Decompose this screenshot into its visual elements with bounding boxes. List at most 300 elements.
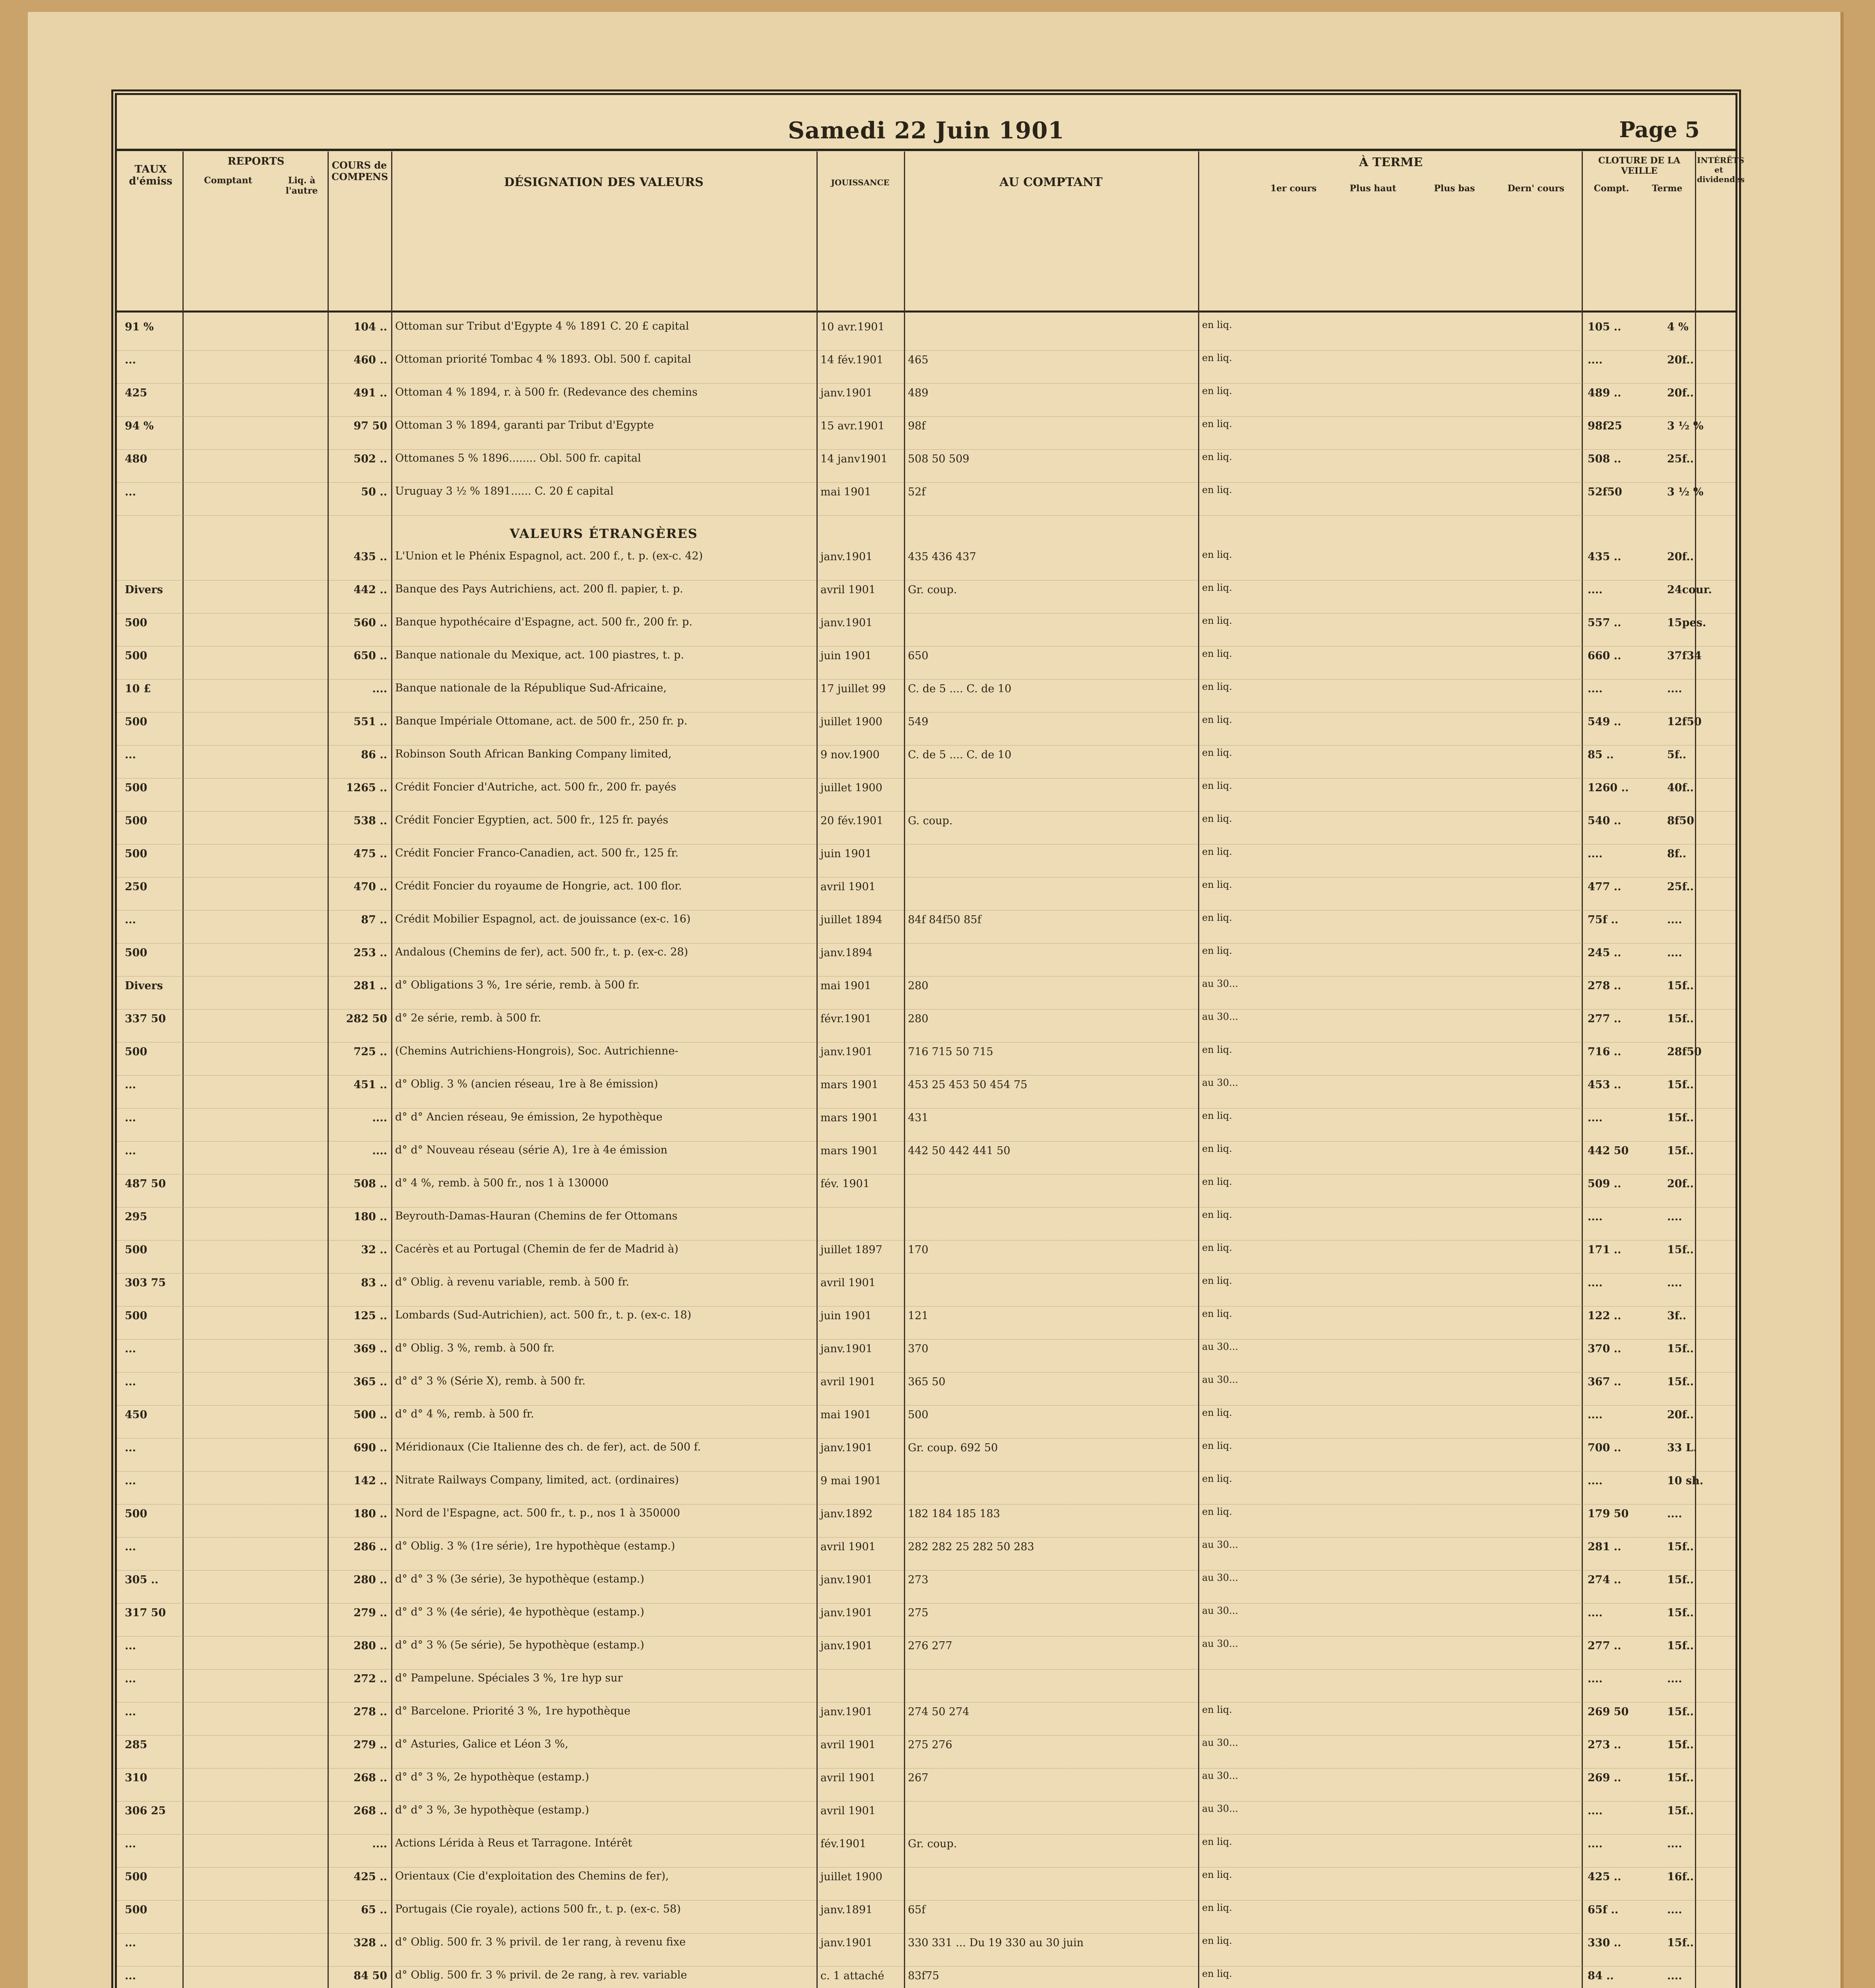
cell-ctl: .... [1588,1673,1603,1685]
cell-jouis: c. 1 attaché [820,1970,884,1982]
cell-taux: 500 [125,1904,147,1916]
cell-compt: 500 [908,1409,929,1421]
col-plus-haut: Plus haut [1350,183,1396,194]
cell-int: .... [1667,1838,1682,1850]
cell-desig: Ottoman 3 % 1894, garanti par Tribut d'Egypte [395,419,654,431]
cell-int: 20f.. [1667,354,1694,366]
cell-jouis: 14 janv1901 [820,453,888,465]
page-header [117,117,1735,151]
cell-terme: en liq. [1202,1143,1232,1154]
cell-int: 4 % [1667,321,1689,333]
cell-jouis: avril 1901 [820,1277,876,1289]
cell-cours: 328 .. [353,1937,387,1949]
cell-jouis: fév. 1901 [820,1178,870,1190]
cell-taux: 500 [125,1244,147,1256]
cell-int: .... [1667,683,1682,695]
cell-terme: au 30... [1202,1803,1238,1814]
table-row [117,1901,1735,1934]
cell-terme: en liq. [1202,582,1232,593]
cell-int: 3 ½ % [1667,486,1704,498]
cell-cours: 508 .. [353,1178,387,1190]
cell-jouis: avril 1901 [820,1805,876,1817]
cell-jouis: janv.1901 [820,1640,873,1652]
cell-taux: 500 [125,947,147,959]
cell-compt: C. de 5 .... C. de 10 [908,683,1012,695]
cell-ctl: 98f25 [1588,420,1622,432]
cell-taux: 306 25 [125,1805,166,1817]
cell-desig: Portugais (Cie royale), actions 500 fr., t. p. (ex-c. 58) [395,1903,681,1915]
table-row [117,1142,1735,1175]
cell-taux: ... [125,1145,136,1157]
cell-compt: 650 [908,650,929,662]
cell-terme: en liq. [1202,1044,1232,1055]
col-jouissance: JOUISSANCE [831,178,890,187]
cell-terme: en liq. [1202,1110,1232,1121]
cell-terme: en liq. [1202,1869,1232,1880]
column-headers [117,151,1745,313]
cell-cours: 97 50 [353,420,387,432]
cell-jouis: févr.1901 [820,1013,872,1025]
cell-int: 5f.. [1667,749,1687,761]
cell-cours: 491 .. [353,387,387,399]
table-row [117,1736,1735,1769]
table-row [117,911,1735,944]
table-row [117,318,1735,351]
cell-jouis: avril 1901 [820,1739,876,1751]
table-row [117,1703,1735,1736]
cell-ctl: 370 .. [1588,1343,1621,1355]
cell-desig: d° d° Nouveau réseau (série A), 1re à 4e émission [395,1144,668,1156]
cell-jouis: mars 1901 [820,1079,878,1091]
cell-ctl: 281 .. [1588,1541,1621,1553]
cell-taux: Divers [125,980,163,992]
table-row [117,1505,1735,1538]
cell-cours: .... [372,683,387,695]
cell-jouis: juin 1901 [820,1310,872,1322]
cell-terme: en liq. [1202,1209,1232,1220]
cell-taux: 500 [125,617,147,629]
cell-ctl: 85 .. [1588,749,1614,761]
cell-cours: 475 .. [353,848,387,860]
cell-compt: 465 [908,354,929,366]
cell-desig: Méridionaux (Cie Italienne des ch. de fer), act. de 500 f. [395,1441,701,1453]
cell-terme: en liq. [1202,1506,1232,1517]
cell-desig: d° d° 3 % (3e série), 3e hypothèque (estamp.) [395,1573,644,1585]
cell-ctl: 84 .. [1588,1970,1614,1982]
cell-ctl: 453 .. [1588,1079,1621,1091]
cell-desig: Crédit Foncier Egyptien, act. 500 fr., 125 fr. payés [395,814,669,826]
col-dern-cours: Dern' cours [1507,183,1565,194]
cell-int: 25f.. [1667,881,1694,893]
cell-int: 15f.. [1667,1244,1694,1256]
cell-jouis: janv.1901 [820,617,873,629]
cell-ctl: 330 .. [1588,1937,1621,1949]
cell-terme: en liq. [1202,1704,1232,1715]
cell-terme: au 30... [1202,1605,1238,1616]
table-row [117,1472,1735,1505]
cell-taux: 500 [125,1046,147,1058]
cell-desig: d° d° 3 % (Série X), remb. à 500 fr. [395,1375,586,1387]
cell-terme: en liq. [1202,615,1232,626]
cell-jouis: 17 juillet 99 [820,683,886,695]
cell-taux: ... [125,1706,136,1718]
cell-compt: 716 715 50 715 [908,1046,993,1058]
cell-int: 15f.. [1667,1145,1694,1157]
cell-taux: 480 [125,453,147,465]
cell-cours: 286 .. [353,1541,387,1553]
cell-taux: ... [125,1640,136,1652]
cell-compt: 182 184 185 183 [908,1508,1000,1520]
cell-cours: 365 .. [353,1376,387,1388]
cell-terme: en liq. [1202,1473,1232,1484]
cell-jouis: janv.1892 [820,1508,873,1520]
cell-jouis: juin 1901 [820,650,872,662]
cell-desig: L'Union et le Phénix Espagnol, act. 200 f., t. p. (ex-c. 42) [395,550,703,562]
cell-cours: .... [372,1145,387,1157]
cell-compt: 121 [908,1310,929,1322]
cell-jouis: 9 nov.1900 [820,749,880,761]
cell-desig: d° Oblig. 500 fr. 3 % privil. de 2e rang, à rev. variable [395,1969,687,1981]
cell-cours: 32 .. [361,1244,387,1256]
cell-jouis: janv.1901 [820,1937,873,1949]
cell-taux: ... [125,1475,136,1487]
cell-cours: 50 .. [361,486,387,498]
cell-int: .... [1667,1211,1682,1223]
cell-int: 12f50 [1667,716,1702,728]
cell-jouis: janv.1901 [820,1343,873,1355]
cell-jouis: janv.1901 [820,1607,873,1619]
table-row [117,1769,1735,1802]
col-comptant: Comptant [204,175,252,186]
cell-ctl: .... [1588,1838,1603,1850]
table-row [117,1175,1735,1208]
cell-compt: G. coup. [908,815,953,827]
table-row [117,1868,1735,1901]
cell-terme: au 30... [1202,1737,1238,1748]
cell-ctl: 245 .. [1588,947,1621,959]
cell-cours: 279 .. [353,1607,387,1619]
cell-ctl: .... [1588,354,1603,366]
cell-jouis: janv.1891 [820,1904,873,1916]
cell-jouis: mars 1901 [820,1145,878,1157]
cell-desig: Banque hypothécaire d'Espagne, act. 500 fr., 200 fr. p. [395,616,692,628]
cell-cours: 104 .. [353,321,387,333]
cell-desig: d° d° 3 %, 2e hypothèque (estamp.) [395,1771,589,1783]
rows-container [117,318,1735,1988]
cell-taux: 94 % [125,420,154,432]
cell-terme: au 30... [1202,1572,1238,1583]
cell-cours: 560 .. [353,617,387,629]
table-row [117,1241,1735,1274]
cell-desig: d° Oblig. 3 % (ancien réseau, 1re à 8e émission) [395,1078,658,1090]
cell-desig: d° d° 3 %, 3e hypothèque (estamp.) [395,1804,589,1816]
cell-cours: 83 .. [361,1277,387,1289]
cell-taux: ... [125,1838,136,1850]
cell-jouis: mai 1901 [820,980,871,992]
cell-ctl: .... [1588,848,1603,860]
cell-ctl: 549 .. [1588,716,1621,728]
cell-ctl: 1260 .. [1588,782,1629,794]
cell-terme: au 30... [1202,978,1238,989]
cell-cours: 650 .. [353,650,387,662]
cell-jouis: janv.1901 [820,1574,873,1586]
cell-compt: 274 50 274 [908,1706,969,1718]
cell-compt: 170 [908,1244,929,1256]
table-row [117,483,1735,516]
cell-ctl: .... [1588,1607,1603,1619]
table-row [117,1406,1735,1439]
cell-compt: 370 [908,1343,929,1355]
cell-terme: en liq. [1202,714,1232,725]
cell-taux: 285 [125,1739,147,1751]
cell-int: 37f34 [1667,650,1702,662]
cell-taux: ... [125,1343,136,1355]
col-plus-bas: Plus bas [1434,183,1475,194]
cell-terme: en liq. [1202,1968,1232,1979]
col-cloture-compt: Compt. [1594,183,1629,194]
cell-cours: 435 .. [353,551,387,563]
col-taux: TAUX d'émiss [129,163,173,187]
cell-desig: Crédit Mobilier Espagnol, act. de jouissance (ex-c. 16) [395,913,691,925]
cell-terme: en liq. [1202,352,1232,363]
cell-ctl: .... [1588,1112,1603,1124]
table-row [117,547,1735,580]
cell-cours: 502 .. [353,453,387,465]
cell-cours: 470 .. [353,881,387,893]
cell-compt: 65f [908,1904,926,1916]
cell-jouis: fév.1901 [820,1838,867,1850]
cell-int: 15f.. [1667,1112,1694,1124]
cell-int: 8f.. [1667,848,1687,860]
cell-int: 15f.. [1667,1772,1694,1784]
cell-compt: 280 [908,980,929,992]
cell-terme: au 30... [1202,1638,1238,1649]
cell-cours: 369 .. [353,1343,387,1355]
cell-taux: 10 £ [125,683,151,695]
cell-taux: ... [125,1673,136,1685]
cell-taux: 250 [125,881,147,893]
cell-int: 15pes. [1667,617,1706,629]
cell-compt: 275 276 [908,1739,952,1751]
cell-terme: en liq. [1202,846,1232,857]
cell-cours: .... [372,1112,387,1124]
cell-cours: 282 50 [346,1013,387,1025]
cell-int: 15f.. [1667,1607,1694,1619]
cell-jouis: 15 avr.1901 [820,420,885,432]
cell-terme: en liq. [1202,1902,1232,1913]
cell-terme: en liq. [1202,1176,1232,1187]
cell-terme: en liq. [1202,879,1232,890]
cell-jouis: 14 fév.1901 [820,354,884,366]
table-row [117,977,1735,1010]
cell-cours: 253 .. [353,947,387,959]
table-row [117,1109,1735,1142]
cell-terme: au 30... [1202,1770,1238,1781]
cell-cours: 538 .. [353,815,387,827]
col-a-terme: À TERME [1359,155,1423,169]
cell-terme: en liq. [1202,418,1232,429]
cell-cours: 280 .. [353,1640,387,1652]
cell-desig: Actions Lérida à Reus et Tarragone. Intérêt [395,1837,632,1849]
cell-cours: 690 .. [353,1442,387,1454]
cell-desig: d° Oblig. 500 fr. 3 % privil. de 1er rang, à revenu fixe [395,1936,686,1948]
cell-desig: Crédit Foncier du royaume de Hongrie, act. 100 flor. [395,880,682,892]
col-cloture-terme: Terme [1652,183,1683,194]
cell-taux: 500 [125,782,147,794]
col-interets: INTÉRÊTS et dividendes [1697,155,1745,184]
cell-compt: 365 50 [908,1376,946,1388]
table-row [117,1670,1735,1703]
cell-desig: Nord de l'Espagne, act. 500 fr., t. p., nos 1 à 350000 [395,1507,680,1519]
table-row [117,1208,1735,1241]
cell-terme: en liq. [1202,1275,1232,1286]
cell-compt: C. de 5 .... C. de 10 [908,749,1012,761]
cell-cours: 84 50 [353,1970,387,1982]
cell-int: 15f.. [1667,1574,1694,1586]
cell-desig: Beyrouth-Damas-Hauran (Chemins de fer Ottomans [395,1210,678,1222]
cell-taux: ... [125,486,136,498]
cell-ctl: 509 .. [1588,1178,1621,1190]
table-row [117,1340,1735,1373]
cell-desig: Banque Impériale Ottomane, act. de 500 fr., 250 fr. p. [395,715,688,727]
cell-int: 15f.. [1667,980,1694,992]
cell-ctl: 122 .. [1588,1310,1621,1322]
cell-int: 20f.. [1667,551,1694,563]
cell-ctl: 540 .. [1588,815,1621,827]
cell-ctl: 105 .. [1588,321,1621,333]
cell-jouis: juillet 1900 [820,716,882,728]
cell-compt: 508 50 509 [908,453,969,465]
table-row [117,580,1735,613]
cell-taux: 500 [125,815,147,827]
cell-cours: 279 .. [353,1739,387,1751]
table-row [117,1439,1735,1472]
cell-compt: 267 [908,1772,929,1784]
cell-terme: en liq. [1202,319,1232,330]
cell-ctl: .... [1588,1475,1603,1487]
cell-cours: 451 .. [353,1079,387,1091]
cell-desig: Crédit Foncier Franco-Canadien, act. 500 fr., 125 fr. [395,847,679,859]
table-row [117,1274,1735,1307]
table-row [117,845,1735,878]
cell-int: 15f.. [1667,1739,1694,1751]
cell-cours: 281 .. [353,980,387,992]
cell-terme: en liq. [1202,945,1232,956]
page-frame [111,89,1745,1988]
cell-ctl: 179 50 [1588,1508,1629,1520]
cell-cours: 725 .. [353,1046,387,1058]
cell-taux: 295 [125,1211,147,1223]
cell-terme: en liq. [1202,747,1232,758]
cell-jouis: juin 1901 [820,848,872,860]
cell-int: 20f.. [1667,387,1694,399]
cell-cours: 280 .. [353,1574,387,1586]
cell-int: 20f.. [1667,1409,1694,1421]
cell-terme: au 30... [1202,1539,1238,1550]
cell-jouis: janv.1901 [820,551,873,563]
newspaper-page [28,12,1844,1988]
cell-desig: Banque des Pays Autrichiens, act. 200 fl. papier, t. p. [395,583,683,595]
cell-desig: d° d° 3 % (4e série), 4e hypothèque (estamp.) [395,1606,644,1618]
cell-desig: Ottomanes 5 % 1896........ Obl. 500 fr. capital [395,452,641,464]
cell-int: 3 ½ % [1667,420,1704,432]
page-number: Page 5 [1619,117,1700,142]
cell-terme: en liq. [1202,1935,1232,1946]
col-reports: REPORTS [227,155,285,167]
cell-terme: en liq. [1202,549,1232,560]
cell-terme: en liq. [1202,484,1232,495]
cell-int: 15f.. [1667,1937,1694,1949]
cell-compt: 280 [908,1013,929,1025]
table-row [117,646,1735,679]
cell-ctl: 700 .. [1588,1442,1621,1454]
cell-cours: 425 .. [353,1871,387,1883]
cell-desig: Robinson South African Banking Company limited, [395,748,672,760]
cell-terme: en liq. [1202,1836,1232,1847]
cell-cours: 268 .. [353,1805,387,1817]
cell-ctl: .... [1588,683,1603,695]
cell-jouis: juillet 1894 [820,914,882,926]
cell-ctl: 442 50 [1588,1145,1629,1157]
cell-taux: ... [125,749,136,761]
cell-terme: en liq. [1202,451,1232,462]
cell-ctl: 367 .. [1588,1376,1621,1388]
cell-jouis: mai 1901 [820,486,871,498]
cell-jouis: janv.1894 [820,947,873,959]
cell-desig: d° Obligations 3 %, 1re série, remb. à 500 fr. [395,979,640,991]
cell-int: .... [1667,1673,1682,1685]
cell-int: 15f.. [1667,1013,1694,1025]
cell-compt: 431 [908,1112,929,1124]
cell-cours: 500 .. [353,1409,387,1421]
cell-desig: Cacérès et au Portugal (Chemin de fer de Madrid à) [395,1243,679,1255]
cell-taux: ... [125,1970,136,1982]
table-row [117,712,1735,746]
cell-terme: en liq. [1202,813,1232,824]
cell-taux: 500 [125,1508,147,1520]
cell-taux: 487 50 [125,1178,166,1190]
col-liq-autre: Liq. à l'autre [285,175,318,196]
cell-int: 25f.. [1667,453,1694,465]
cell-taux: 91 % [125,321,154,333]
cell-compt: Gr. coup. [908,1838,957,1850]
cell-desig: d° Oblig. à revenu variable, remb. à 500 fr. [395,1276,629,1288]
cell-taux: ... [125,1541,136,1553]
cell-desig: d° Barcelone. Priorité 3 %, 1re hypothèque [395,1705,630,1717]
table-row [117,1934,1735,1967]
cell-desig: Nitrate Railways Company, limited, act. (ordinaires) [395,1474,679,1486]
cell-ctl: 274 .. [1588,1574,1621,1586]
cell-int: 40f.. [1667,782,1694,794]
cell-terme: en liq. [1202,385,1232,396]
cell-taux: ... [125,1442,136,1454]
table-row [117,878,1735,911]
cell-compt: 52f [908,486,926,498]
cell-terme: au 30... [1202,1341,1238,1352]
cell-desig: d° 4 %, remb. à 500 fr., nos 1 à 130000 [395,1177,609,1189]
cell-ctl: 278 .. [1588,980,1621,992]
cell-ctl: 52f50 [1588,486,1622,498]
cell-int: 8f50 [1667,815,1694,827]
cell-taux: ... [125,354,136,366]
cell-jouis: 10 avr.1901 [820,321,885,333]
cell-int: 15f.. [1667,1706,1694,1718]
table-row [117,1637,1735,1670]
cell-desig: Banque nationale de la République Sud-Africaine, [395,682,667,694]
table-row [117,450,1735,483]
cell-ctl: 75f .. [1588,914,1619,926]
cell-int: 33 L. [1667,1442,1697,1454]
